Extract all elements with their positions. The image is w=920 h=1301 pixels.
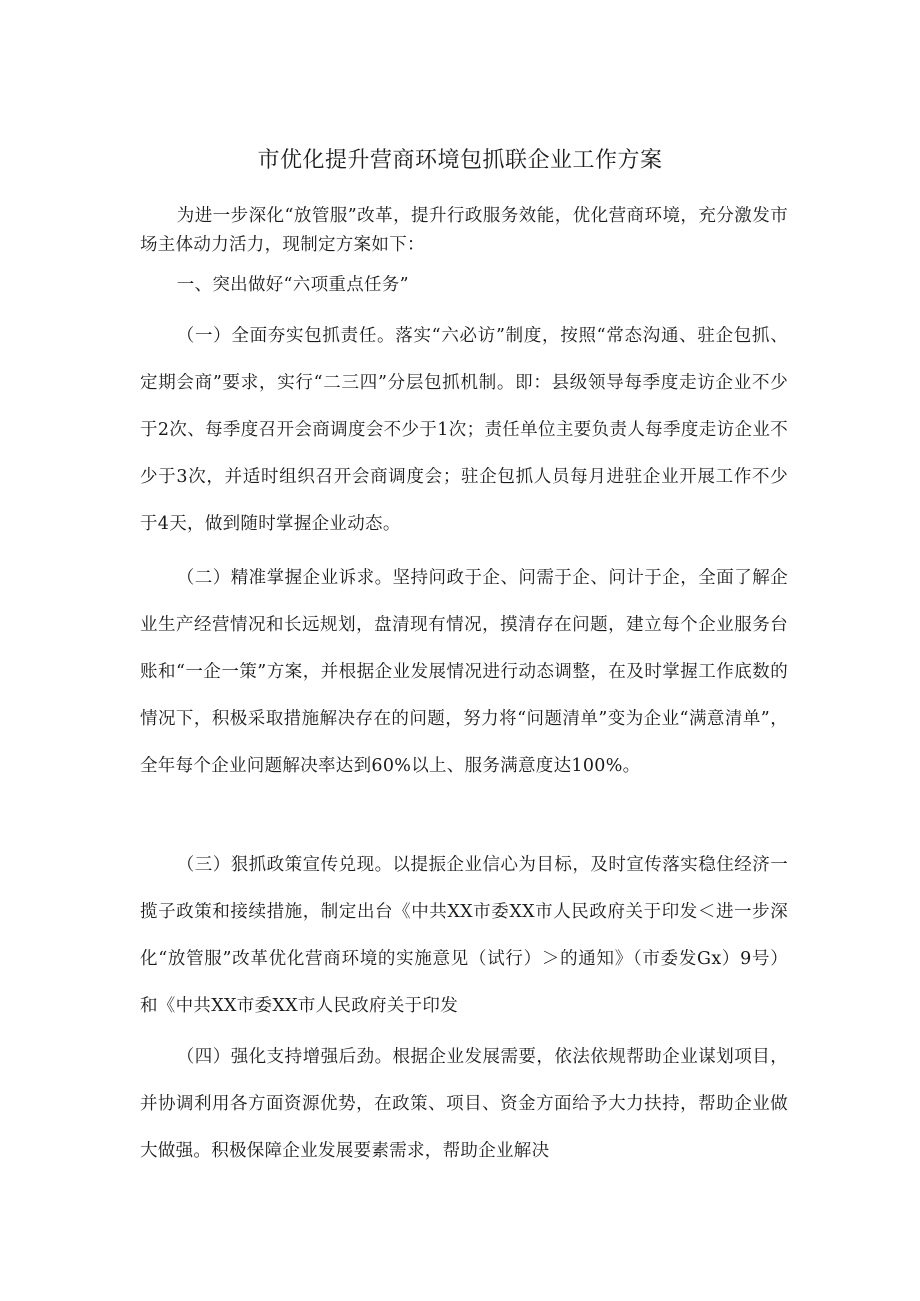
paragraph-1: （一）全面夯实包抓责任。落实“六必访”制度，按照“常态沟通、驻企包抓、定期会商”要求，实行“二三四”分层包抓机制。即：县级领导每季度走访企业不少于2次、每季度召开会商调度会不少于1次；责任单位主要负责人每季度走访企业不少于3次，并适时组织召开会商调度会；驻企包抓人员每月进驻企业开展工作不少于4天，做到随时掌握企业动态。	[140, 326, 788, 534]
paragraph-4: （四）强化支持增强后劲。根据企业发展需要，依法依规帮助企业谋划项目，并协调利用各方面资源优势，在政策、项目、资金方面给予大力扶持，帮助企业做大做强。积极保障企业发展要素需求，帮助企业解决	[140, 1047, 788, 1161]
paragraph-3: （三）狠抓政策宣传兑现。以提振企业信心为目标，及时宣传落实稳住经济一揽子政策和接续措施，制定出台《中共XX市委XX市人民政府关于印发＜进一步深化“放管服”改革优化营商环境的实施意见（试行）＞的通知》（市委发Gx）9号）和《中共XX市委XX市人民政府关于印发	[140, 855, 788, 1016]
section-heading: 一、突出做好“六项重点任务”	[176, 275, 409, 295]
paragraph-2: （二）精准掌握企业诉求。坚持问政于企、问需于企、问计于企，全面了解企业生产经营情况和长远规划，盘清现有情况，摸清存在问题，建立每个企业服务台账和“一企一策”方案，并根据企业发展情况进行动态调整，在及时掌握工作底数的情况下，积极采取措施解决存在的问题，努力将“问题清单”变为企业“满意清单”，全年每个企业问题解决率达到60%以上、服务满意度达100%。	[140, 568, 788, 776]
document-title: 市优化提升营商环境包抓联企业工作方案	[257, 148, 663, 173]
intro-paragraph: 为进一步深化“放管服”改革，提升行政服务效能，优化营商环境，充分激发市场主体动力活力，现制定方案如下：	[140, 206, 788, 255]
